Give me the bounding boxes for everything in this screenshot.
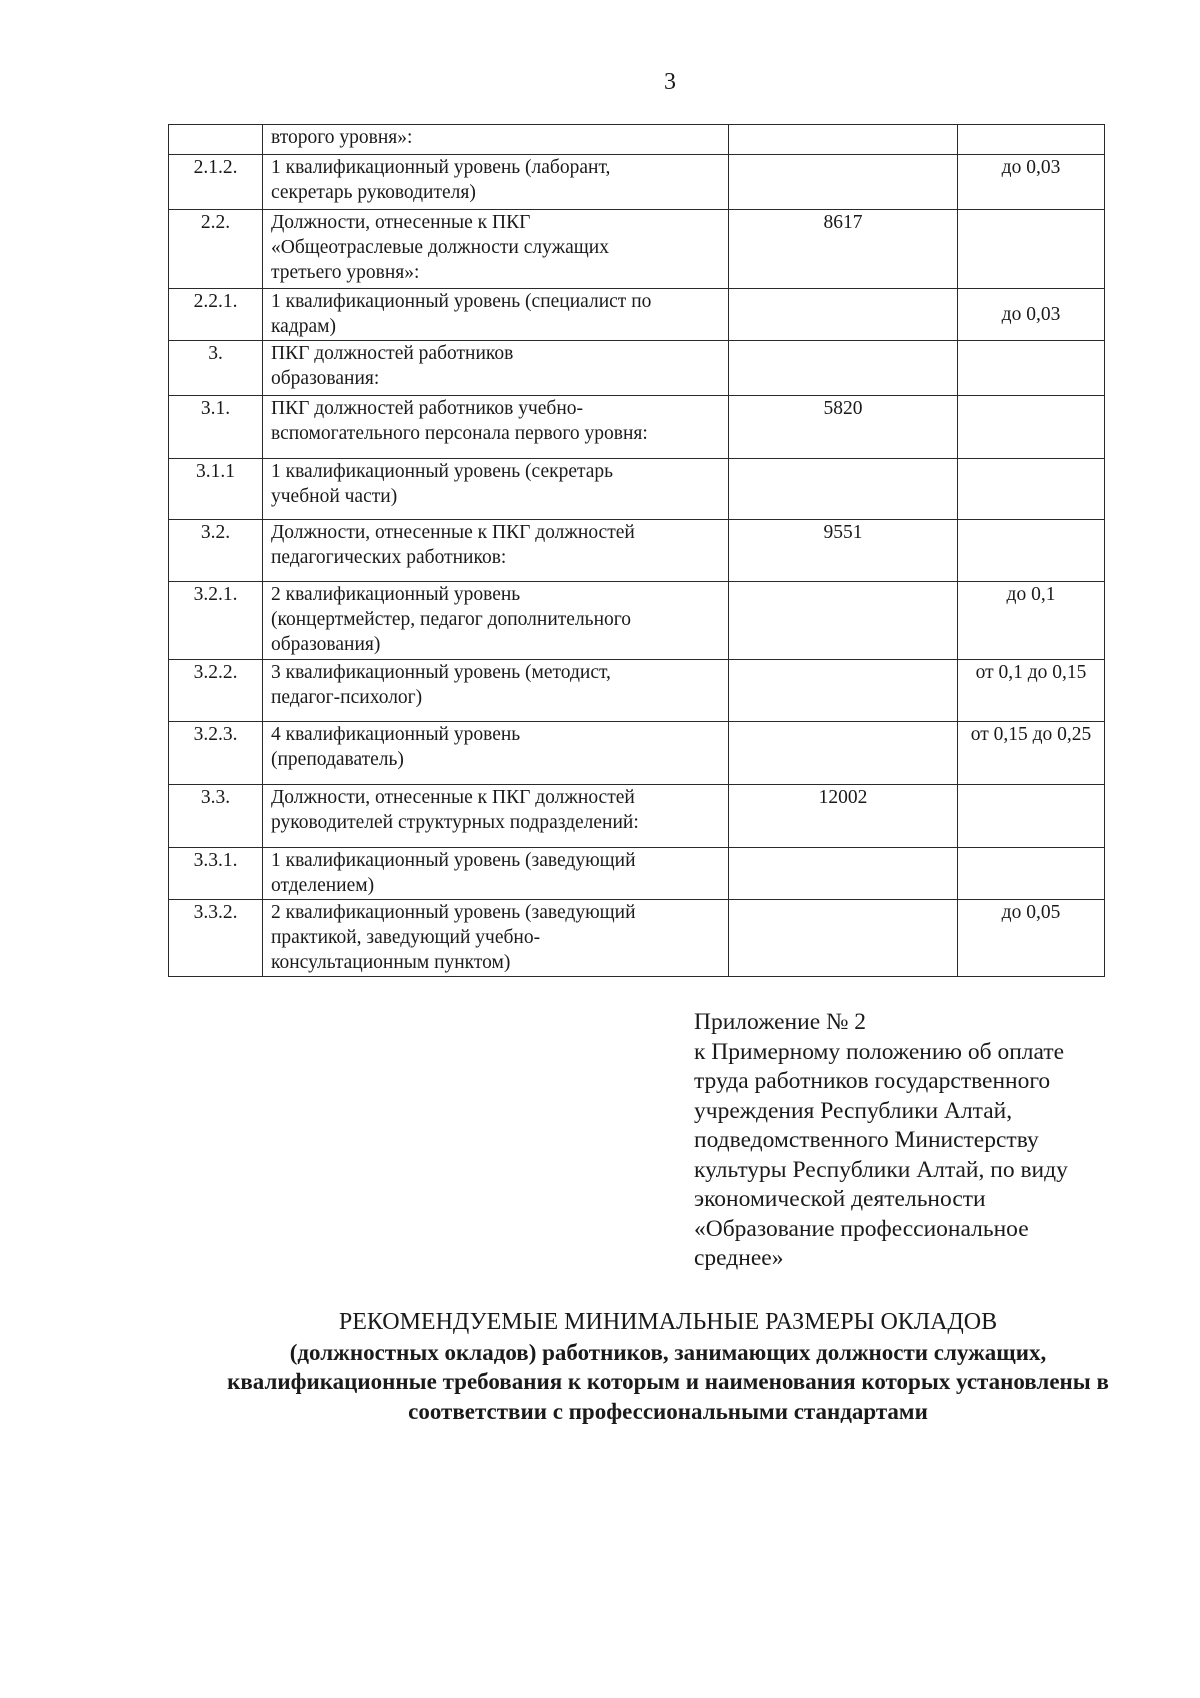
appendix-line: учреждения Республики Алтай, (694, 1097, 1013, 1124)
appendix-line: труда работников государственного (694, 1068, 1051, 1094)
coefficient: от 0,15 до 0,25 (958, 722, 1105, 785)
base-salary (729, 848, 958, 900)
appendix-line: подведомственного Министерству (694, 1127, 1039, 1153)
coefficient (958, 396, 1105, 459)
base-salary (729, 900, 958, 977)
position-name-line: Должности, отнесенные к ПКГ должностей (271, 787, 635, 808)
position-name-line: ПКГ должностей работников учебно- (271, 398, 584, 419)
base-salary: 9551 (729, 520, 958, 582)
row-number (169, 125, 263, 155)
table-row (169, 289, 1105, 341)
position-name-line: вспомогательного персонала первого уровня: (271, 423, 648, 444)
position-name (263, 660, 729, 722)
position-name-line: практикой, заведующий учебно- (271, 927, 541, 948)
heading-line: соответствии с профессиональными стандартами (408, 1398, 928, 1424)
appendix-line: среднее» (694, 1245, 784, 1271)
base-salary (729, 722, 958, 785)
position-name (263, 722, 729, 785)
base-salary (729, 660, 958, 722)
position-name-line: третьего уровня»: (271, 262, 420, 283)
base-salary (729, 341, 958, 396)
coefficient (958, 459, 1105, 520)
position-name (263, 785, 729, 848)
position-name-line: 2 квалификационный уровень (271, 584, 521, 605)
appendix-reference (694, 1008, 1164, 1274)
pay-grades-table (168, 124, 1105, 977)
table-row (169, 459, 1105, 520)
position-name (263, 155, 729, 210)
coefficient: до 0,1 (958, 582, 1105, 660)
appendix-line: к Примерному положению об оплате (694, 1038, 1065, 1065)
row-number: 3.3.2. (169, 900, 263, 977)
table-row (169, 341, 1105, 396)
position-name (263, 848, 729, 900)
table-row (169, 210, 1105, 289)
position-name-line: 1 квалификационный уровень (секретарь (271, 461, 614, 482)
position-name-line: педагог-психолог) (271, 687, 423, 708)
position-name (263, 459, 729, 520)
table-row (169, 722, 1105, 785)
table-row (169, 785, 1105, 848)
position-name-line: секретарь руководителя) (271, 182, 476, 203)
position-name-line: учебной части) (271, 486, 398, 507)
position-name-line: 1 квалификационный уровень (лаборант, (271, 157, 611, 178)
position-name-line: (концертмейстер, педагог дополнительного (271, 609, 632, 630)
table-row (169, 396, 1105, 459)
position-name-line: образования) (271, 634, 381, 655)
table-row (169, 900, 1105, 977)
position-name (263, 125, 729, 155)
document-heading (168, 1308, 1168, 1426)
position-name-line: педагогических работников: (271, 547, 507, 568)
coefficient (958, 848, 1105, 900)
table-row (169, 848, 1105, 900)
position-name (263, 900, 729, 977)
position-name-line: 4 квалификационный уровень (271, 724, 521, 745)
coefficient: от 0,1 до 0,15 (958, 660, 1105, 722)
position-name-line: консультационным пунктом) (271, 952, 511, 973)
coefficient: до 0,03 (958, 289, 1105, 341)
table-body (169, 125, 1105, 977)
position-name-line: второго уровня»: (271, 127, 413, 148)
base-salary: 5820 (729, 396, 958, 459)
row-number: 3.2.2. (169, 660, 263, 722)
base-salary (729, 289, 958, 341)
base-salary: 12002 (729, 785, 958, 848)
table-row (169, 582, 1105, 660)
heading-line: (должностных окладов) работников, занимающих должности служащих, (289, 1339, 1047, 1365)
appendix-line: Приложение № 2 (694, 1009, 867, 1035)
position-name-line: 2 квалификационный уровень (заведующий (271, 902, 636, 923)
coefficient: до 0,05 (958, 900, 1105, 977)
position-name-line: руководителей структурных подразделений: (271, 812, 639, 833)
base-salary (729, 125, 958, 155)
base-salary (729, 155, 958, 210)
page-number: 3 (664, 69, 676, 95)
row-number: 3.3. (169, 785, 263, 848)
table-row (169, 155, 1105, 210)
row-number: 3.2. (169, 520, 263, 582)
row-number: 2.2. (169, 210, 263, 289)
coefficient (958, 210, 1105, 289)
appendix-line: экономической деятельности (694, 1186, 986, 1212)
heading-line: квалификационные требования к которым и наименования которых установлены в (227, 1369, 1109, 1394)
base-salary (729, 459, 958, 520)
coefficient: до 0,03 (958, 155, 1105, 210)
position-name-line: отделением) (271, 875, 375, 896)
row-number: 3.2.3. (169, 722, 263, 785)
position-name-line: (преподаватель) (271, 749, 404, 770)
row-number: 3.3.1. (169, 848, 263, 900)
position-name-line: 1 квалификационный уровень (специалист по (271, 291, 652, 312)
coefficient (958, 785, 1105, 848)
row-number: 2.1.2. (169, 155, 263, 210)
coefficient (958, 520, 1105, 582)
position-name-line: образования: (271, 368, 380, 389)
table-row (169, 520, 1105, 582)
row-number: 2.2.1. (169, 289, 263, 341)
coefficient (958, 341, 1105, 396)
coefficient (958, 125, 1105, 155)
appendix-line: «Образование профессиональное (694, 1215, 1029, 1242)
appendix-line: культуры Республики Алтай, по виду (694, 1156, 1068, 1183)
position-name (263, 520, 729, 582)
position-name-line: «Общеотраслевые должности служащих (271, 237, 609, 258)
base-salary (729, 582, 958, 660)
row-number: 3.1. (169, 396, 263, 459)
position-name-line: Должности, отнесенные к ПКГ должностей (271, 522, 635, 543)
position-name-line: 3 квалификационный уровень (методист, (271, 662, 611, 683)
row-number: 3.2.1. (169, 582, 263, 660)
position-name (263, 582, 729, 660)
position-name (263, 210, 729, 289)
table-row (169, 125, 1105, 155)
position-name-line: Должности, отнесенные к ПКГ (271, 212, 531, 233)
position-name (263, 341, 729, 396)
base-salary: 8617 (729, 210, 958, 289)
row-number: 3.1.1 (169, 459, 263, 520)
heading-title: РЕКОМЕНДУЕМЫЕ МИНИМАЛЬНЫЕ РАЗМЕРЫ ОКЛАДОВ (338, 1309, 998, 1335)
position-name (263, 396, 729, 459)
position-name-line: 1 квалификационный уровень (заведующий (271, 850, 636, 871)
table-row (169, 660, 1105, 722)
row-number: 3. (169, 341, 263, 396)
position-name-line: кадрам) (271, 316, 336, 337)
position-name-line: ПКГ должностей работников (271, 343, 514, 364)
position-name (263, 289, 729, 341)
